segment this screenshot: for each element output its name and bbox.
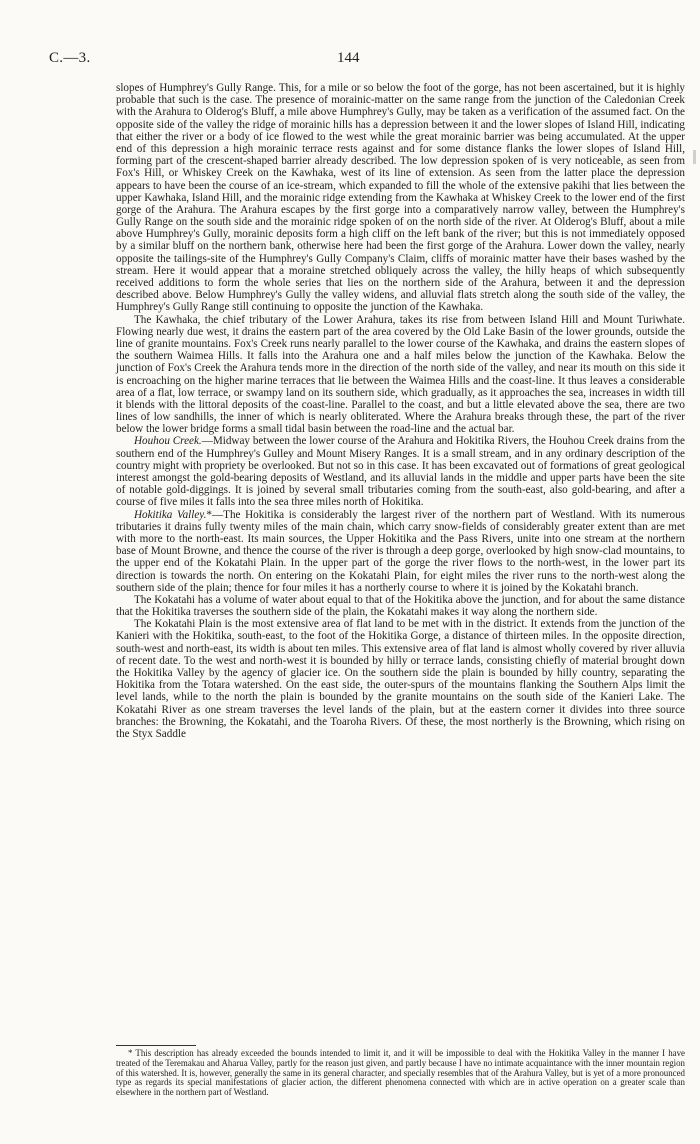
margin-mark	[693, 150, 696, 164]
paragraph	[116, 509, 685, 594]
paragraph-text: *—The Hokitika is considerably the largest river of the northern part of Westland. With its numerous tributaries it drains fully twenty miles of the main chain, which carry snow-fields of considerably greater extent than are met with more to the north-east. Its main sources, the Upper Hokitika and the Pass Rivers, unite into one stream at the northern base of Mount Browne, and thence the course of the river is through a deep gorge, overlooked by high snow-clad mountains, to the upper end of the Kokatahi Plain. In the upper part of the gorge the river flows to the north-west, in the lower part its direction is towards the north. On entering on the Kokatahi Plain, for eight miles the river runs to the north-west along the southern side of the plain; thence for four miles it has a northerly course to where it is joined by the Kokatahi branch.	[116, 508, 685, 594]
footnote	[116, 1049, 685, 1098]
footnote-rule	[116, 1045, 196, 1046]
paragraph-text: The Kokatahi Plain is the most extensive area of flat land to be met with in the district. It extends from the junction of the Kanieri with the Hokitika, south-east, to the foot of the Hokitika Gorge, a distance of thirteen miles. In the opposite direction, south-west and north-east, its width is about ten miles. This extensive area of flat land is almost wholly covered by river alluvia of recent date. To the west and north-west it is bounded by hilly or terrace lands, consisting chiefly of material brought down the Hokitika Valley by the agency of glacier ice. On the southern side the plain is bounded by hilly country, separating the Hokitika from the Totara watershed. On the east side, the outer-spurs of the mountains flanking the Southern Alps limit the level lands, while to the north the plain is bounded by the granite mountains on the south side of the Kanieri Lake. The Kokatahi River as one stream traverses the level lands of the plain, but at the eastern corner it divides into three source branches: the Browning, the Kokatahi, and the Toaroha Rivers. Of these, the most northerly is the Browning, which rising on the Styx Saddle	[116, 618, 685, 740]
page-header	[0, 50, 700, 72]
report-reference: C.—3.	[49, 50, 91, 66]
paragraph	[116, 82, 685, 314]
paragraph-text: —Midway between the lower course of the Arahura and Hokitika Rivers, the Houhou Creek drains from the southern end of the Humphrey's Gulley and Mount Misery Ranges. It is a small stream, and in any ordinary description of the country might with propriety be overlooked. But not so in this case. It has been excavated out of formations of great geological interest amongst the gold-bearing deposits of Westland, and its alluvial lands in the middle and upper parts have been the site of notable gold-diggings. It is joined by several small tributaries coming from the south-east, also gold-bearing, and after a course of five miles it falls into the sea three miles north of Hokitika.	[116, 435, 685, 509]
paragraph-text: The Kokatahi has a volume of water about equal to that of the Hokitika above the junction, and for about the same distance that the Hokitika traverses the southern side of the plain, the Kokatahi makes it way along the northern side.	[116, 593, 685, 619]
paragraph	[116, 435, 685, 508]
paragraph	[116, 594, 685, 618]
paragraph	[116, 314, 685, 436]
section-heading: Hokitika Valley.	[134, 508, 207, 521]
footnote-text: * This description has already exceeded the bounds intended to limit it, and it will be impossible to deal with the Hokitika Valley in the manner I have treated of the Teremakau and Aharua Valley, partly for the reason just given, and partly because I have no intimate acquaintance with the inner mountain region of this watershed. It is, however, generally the same in its general character, and specially resembles that of the Arahura Valley, but is yet of a more pronounced type as regards its special manifestations of glacier action, the different phenomena connected with which are in active operation on a greater scale than elsewhere in the northern part of Westland.	[116, 1048, 685, 1098]
page-number: 144	[337, 50, 360, 66]
body-text	[116, 82, 685, 740]
section-heading: Houhou Creek.	[134, 435, 202, 448]
paragraph	[116, 618, 685, 740]
paragraph-text: slopes of Humphrey's Gully Range. This, for a mile or so below the foot of the gorge, has not been ascertained, but it is highly probable that such is the case. The presence of morainic-matter on the same range from the junction of the Caledonian Creek with the Arahura to Olderog's Bluff, a mile above Humphrey's Gully, may be taken as a verification of the assumed fact. On the opposite side of the valley the ridge of morainic hills has a depression between it and the lower slopes of Island Hill, indicating that either the river or a body of ice flowed to the west while the great morainic barrier was being accumulated. At the upper end of this depression a high morainic terrace rests against and for some distance flanks the lower slopes of Island Hill, forming part of the crescent-shaped barrier already described. The low depression spoken of is very noticeable, as seen from Fox's Hill, or Whiskey Creek on the Kawhaka, west of its line of extension. As seen from the latter place the depression appears to have been the course of an ice-stream, which expanded to fill the whole of the extensive pakihi that lies between the upper Kawhaka, Island Hill, and the morainic ridge extending from the Kawhaka at Whiskey Creek to the lower end of the first gorge of the Arahura. The Arahura escapes by the first gorge into a comparatively narrow valley, between the Humphrey's Gully Range on the south side and the morainic ridge spoken of on the north side of the river. At Olderog's Bluff, about a mile above Humphrey's Gully, morainic deposits form a high cliff on the left bank of the river; but this is not immediately opposed by a similar bluff on the northern bank, otherwise here had been the first gorge of the Arahura. Lower down the valley, nearly opposite the tailings-site of the Humphrey's Gully Company's Claim, cliffs of morainic matter have their bases washed by the stream. Here it would appear that a moraine stretched obliquely across the valley, the hilly heaps of which subsequently received additions to form the whole series that lies on the northern side of the Arahura, between it and the depression described above. Below Humphrey's Gully the valley widens, and alluvial flats stretch along the south side of the valley, the Humphrey's Gully Range still continuing to opposite the junction of the Kawhaka.	[116, 82, 685, 314]
paragraph-text: The Kawhaka, the chief tributary of the Lower Arahura, takes its rise from between Island Hill and Mount Turiwhate. Flowing nearly due west, it drains the eastern part of the area covered by the Old Lake Basin of the lower grounds, outside the line of granite mountains. Fox's Creek runs nearly parallel to the lower course of the Kawhaka, and drains the eastern slopes of the southern Waimea Hills. It falls into the Arahura one and a half miles below the junction of the Kawhaka. Below the junction of Fox's Creek the Arahura tends more in the direction of the north side of the valley, and near its mouth on this side it is encroaching on the higher marine terraces that lie between the Waimea Hills and the coast-line. It thus leaves a considerable area of a flat, low terrace, or swampy land on its southern side, which gradually, as it approaches the sea, increases in width till it blends with the littoral deposits of the coast-line. Parallel to the coast, and but a little elevated above the sea, there are two lines of low sandhills, the inner of which is nearly obliterated. Where the Arahura breaks through these, the part of the river below the lower bridge forms a small tidal basin between the road-line and the actual bar.	[116, 313, 685, 436]
